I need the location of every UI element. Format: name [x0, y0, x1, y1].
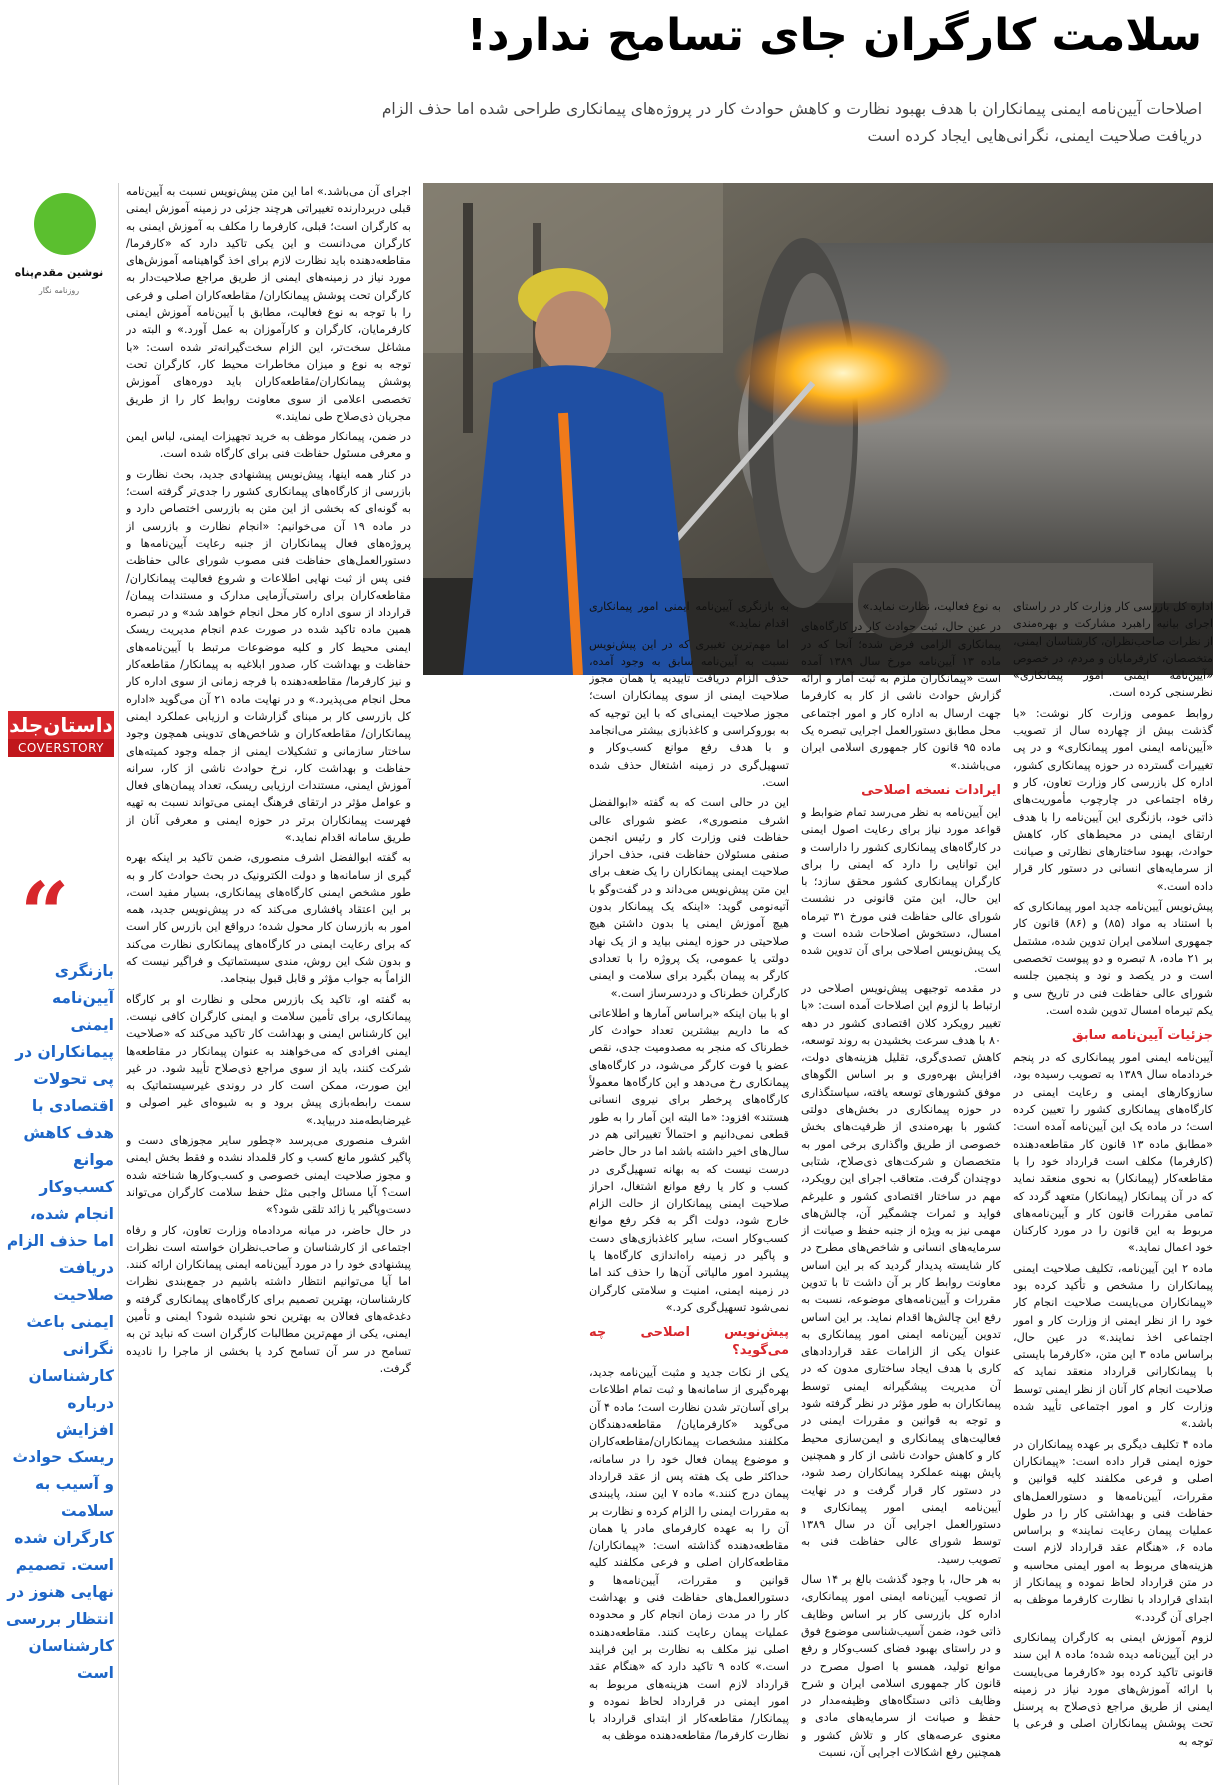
body-paragraph: در کنار همه اینها، پیش‌نویس پیشنهادی جدید، بحث نظارت و بازرسی از کارگاه‌های پیمانکاری کشور را جدی‌تر گرفته است؛ به گونه‌ای که بخشی از این متن به بازرسی اختصاص دارد و در ماده ۱۹ آن می‌خوانیم: «انجام نظارت و بازرسی از پروژه‌های فعال پیمانکاران از جنبه رعایت آیین‌نامه‌ها و دستورالعمل‌های حفاظت فنی مصوب شورای عالی حفاظت فنی پس از ثبت نهایی اطلاعات و شروع فعالیت پیمانکاران/ مقاطعه‌کاران برای راستی‌آزمایی مدارک و مستندات پیمان/قرارداد از سوی اداره کار محل انجام خواهد شد» و در تبصره همین ماده تاکید شده در صورت عدم انجام مدیریت ریسک ایمنی محیط کار و کلیه موضوعات مرتبط با آیین‌نامه‌های حفاظت و بهداشت کار، صدور ابلاغیه به پیمانکار/ مقاطعه‌کار و نیز کارفرما/ مقاطعه‌دهنده با فرجه زمانی از سوی اداره کار محل انجام می‌پذیرد.» و در نهایت ماده ۲۱ آن می‌گوید «اداره کل بازرسی کار بر مبنای گزارشات و ارزیابی عملکرد ایمنی پیمانکاران/ مقاطعه‌کاران و شاخص‌های تدوینی همچون وجود ساختار سازمانی و تشکیلات ایمنی از جمله وجود کمیته‌های حفاظت و بهداشت کار، نرخ حوادث ناشی از کار، سرانه آموزش ایمنی، مستندات ارزیابی ریسک، تعداد پیمان‌های فعال و عوامل مؤثر در ارتقای فرهنگ ایمنی می‌تواند نسبت به تهیه فهرست پیمانکاران برتر در حوزه ایمنی و معرفی آنان از طریق سامانه اقدام نماید.» [126, 467, 411, 844]
subheadline: اصلاحات آیین‌نامه ایمنی پیمانکاران با هدف بهبود نظارت و کاهش حوادث کار در پروژه‌های پیمانکاری طراحی شده اما حذف الزام دریافت صلاحیت ایمنی، نگرانی‌هایی ایجاد کرده است [381, 100, 1202, 145]
body-paragraph: به بازنگری آیین‌نامه ایمنی امور پیمانکاری اقدام نماید.» [589, 600, 789, 631]
body-paragraph: لزوم آموزش ایمنی به کارگران پیمانکاری در این آیین‌نامه دیده شده؛ ماده ۸ این سند قانونی تاکید کرده بود «کارفرما می‌بایست با ارائه آموزش‌های مورد نیاز در زمینه ایمنی از طریق مراجع ذی‌صلاح به پرسنل تحت پوشش پیمانکاران اصلی و فرعی با توجه به [1013, 1630, 1213, 1748]
body-paragraph: به گفته او، تاکید یک بازرس محلی و نظارت او بر کارگاه پیمانکاری، برای تأمین سلامت و ایمنی کارگران کافی نیست. این کارشناس ایمنی و بهداشت کار تاکید می‌کند که «صلاحیت ایمنی افرادی که می‌خواهند به عنوان پیمانکار در مقاطعه‌ها شرکت کنند، باید از سوی مراجع ذی‌صلاح تأیید شود. در غیر این صورت، ممکن است کار در روندی غیرسیستماتیک به سمت رابطه‌بازی پیش برود و به شیوه‌ای غیر اصولی و غیرضابطه‌مند دربیاید.» [126, 992, 411, 1127]
author-avatar [34, 193, 96, 255]
headline: سلامت کارگران جای تسامح ندارد! [466, 10, 1202, 61]
body-paragraph: اجرای آن می‌باشد.» اما این متن پیش‌نویس نسبت به آیین‌نامه قبلی دربردارنده تغییراتی هرچند جزئی در زمینه آموزش ایمنی به کارگران است؛ قبلی، کارفرما را مکلف به آموزش ایمنی به کارگران می‌دانست و این یکی تاکید دارد که «کارفرما/مقاطعه‌دهنده باید نظارت لازم برای اخذ گواهینامه آموزش‌های مورد نیاز در زمینه‌های ایمنی از طریق مراجع صلاحیت‌دار به کارگران تحت پوشش پیمانکاران/ مقاطعه‌کاران اصلی و فرعی را با توجه به نوع فعالیت، مطابق با آیین‌نامه آموزش ایمنی کارفرمایان، کارگران و کارآموزان به عمل آورد.» و البته در مشاغل سخت‌تر، این الزام سخت‌گیرانه‌تر شده است: «با توجه به نوع و میزان مخاطرات محیط کار، کارگران تحت پوشش پیمانکاران/مقاطعه‌کاران باید دوره‌های آموزش تخصصی اعلامی از سوی معاونت روابط کار را از طریق مجریان ذی‌صلاح طی نمایند.» [126, 185, 411, 423]
body-paragraph: در حال حاضر، در میانه مردادماه وزارت تعاون، کار و رفاه اجتماعی از کارشناسان و صاحب‌نظران خواسته است نظرات پیشنهادی خود را در مورد آیین‌نامه ایمنی پیمانکاران ارائه کنند. اما آیا می‌توانیم انتظار داشته باشیم در جمع‌بندی نظرات کارشناسان، بهترین تصمیم برای کارگاه‌های پیمانکاری گرفته و دغدغه‌های فعالان به بهترین نحو شنیده شود؟ ایمنی و تأمین ایمنی، یکی از مهم‌ترین مطالبات کارگران است که نباید تن به تسامح در سر آن تسامح کرد یا بخشی از ماجرا را نادیده گرفت. [126, 1223, 411, 1375]
body-paragraph: او با بیان اینکه «براساس آمارها و اطلاعاتی که ما داریم بیشترین تعداد حوادث کار خطرناک که منجر به مصدومیت جدی، نقص عضو یا فوت کارگر می‌شود، در کارگاه‌های پیمانکاری رخ می‌دهد و این کارگاه‌ها معمولاً کارگاه‌های پرخطر برای نیروی انسانی هستند» افزود: «ما البته این آمار را به طور قطعی نمی‌دانیم و احتمالاً تغییراتی هم در سال‌های اخیر داشته باشد اما در حال حاضر درست نیست که به بهانه تسهیل‌گری در کسب و کار یا رفع موانع اشتغال، احراز صلاحیت ایمنی پیمانکاران از حالت الزام خارج شود، دولت اگر به فکر رفع موانع کسب‌وکار است، سایر کاغذبازی‌های دست و پاگیر در زمینه راه‌اندازی کارگاه‌ها یا پیشبرد امور مالیاتی آن‌ها را حذف کند اما در زمینه ایمنی، امنیت و سلامتی کارگران نمی‌شود تسهیل‌گری کرد.» [589, 1006, 789, 1314]
body-paragraph: به نوع فعالیت، نظارت نماید.» [862, 600, 1001, 613]
body-paragraph: ماده ۴ تکلیف دیگری بر عهده پیمانکاران در حوزه ایمنی قرار داده است: «پیمانکاران اصلی و فرعی مکلفند کلیه قوانین و مقررات، آیین‌نامه‌ها و دستورالعمل‌های حفاظت فنی و بهداشتی کار را در طول عملیات پیمان رعایت نمایند» و براساس ماده ۶، «هنگام عقد قرارداد لازم است هزینه‌های مربوط به امور ایمنی محاسبه و در متن قرارداد لحاظ نموده و پیمانکار از ابتدای قرارداد با نظارت کارفرما موظف به اجرای آن گردد.» [1013, 1437, 1213, 1624]
body-paragraph: این در حالی است که به گفته «ابوالفضل اشرف منصوری»، عضو شورای عالی حفاظت فنی وزارت کار و رئیس انجمن صنفی مسئولان حفاظت فنی، حذف احراز صلاحیت ایمنی پیمانکاران را یک ضعف برای این متن پیش‌نویس می‌داند و در گفت‌وگو با آتیه‌نومی گوید: «اینکه یک پیمانکار بدون هیچ آموزش ایمنی یا بدون داشتن هیچ صلاحیتی در حوزه ایمنی بیاید و از یک نهاد دولتی یا عمومی، یک پروژه را با تعدادی کارگر به پیمان بگیرد برای سلامت و ایمنی کارگران خطرناک و دردسرساز است.» [589, 796, 789, 1000]
body-paragraph: اما مهم‌ترین تغییری که در این پیش‌نویس نسبت به آیین‌نامه سابق به وجود آمده، حذف الزام دریافت تاییدیه یا همان مجوز صلاحیت ایمنی از سوی پیمانکاران است؛ مجوز صلاحیت ایمنی‌ای که با این توجیه که به بوروکراسی و کاغذبازی بیشتر می‌انجامد و با هدف رفع موانع کسب‌وکار و تسهیل‌گری در زمینه اشتغال حذف شده است. [589, 637, 789, 789]
body-column-middle [801, 598, 1001, 1778]
body-paragraph: به هر حال، با وجود گذشت بالغ بر ۱۴ سال از تصویب آیین‌نامه ایمنی امور پیمانکاری، اداره کل بازرسی کار بر اساس وظایف ذاتی خود، ضمن آسیب‌شناسی موضوع فوق و در راستای بهبود فضای کسب‌وکار و رفع موانع تولید، همسو با اصول مصرح در قانون کار جمهوری اسلامی ایران و شرح وظایف ذاتی دستگاه‌های وظیفه‌مدار در حفظ و صیانت از سرمایه‌های مادی و معنوی عرصه‌های کار و تلاش کشور و همچنین رفع اشکالات اجرایی آن، نسبت [801, 1573, 1001, 1759]
section-heading: ایرادات نسخه اصلاحی [861, 782, 1001, 798]
body-paragraph: ماده ۲ این آیین‌نامه، تکلیف صلاحیت ایمنی پیمانکاران را مشخص و تأکید کرده بود «پیمانکاران می‌بایست صلاحیت انجام کار خود را از نظر ایمنی از وزارت کار و امور اجتماعی اخذ نمایند.» در عین حال، براساس ماده ۳ این متن، «کارفرما بایستی با پیمانکارانی قرارداد منعقد نماید که صلاحیت انجام کار آنان از نظر ایمنی توسط وزارت کار و امور اجتماعی تأیید شده باشد.» [1013, 1261, 1213, 1431]
body-column-right [1013, 598, 1213, 1778]
section-badge-en: COVERSTORY [8, 739, 114, 757]
body-paragraph: یکی از نکات جدید و مثبت آیین‌نامه جدید، بهره‌گیری از سامانه‌ها و ثبت تمام اطلاعات برای آسان‌تر شدن نظارت است؛ ماده ۴ آن می‌گوید «کارفرمایان/ مقاطعه‌دهندگان مکلفند مشخصات پیمانکاران/مقاطعه‌کاران و موضوع پیمان فعال خود را در سامانه، حداکثر طی یک هفته پس از عقد قرارداد پیمان درج کنند.» ماده ۷ این سند، پایبندی به مقررات ایمنی را الزام کرده و نظارت بر آن را به عهده کارفرمای مادر یا همان مقاطعه‌دهنده گذاشته است: «پیمانکاران/ مقاطعه‌کاران اصلی و فرعی مکلفند کلیه قوانین و مقررات، آیین‌نامه‌ها و دستورالعمل‌های حفاظت فنی و بهداشت کار را در مدت زمان انجام کار و محدوده عملیات پیمان رعایت کنند. مقاطعه‌دهنده اصلی نیز مکلف به نظارت بر این فرایند است.» کاده ۹ تاکید دارد که «هنگام عقد قرارداد لازم است هزینه‌های مربوط به امور ایمنی در قرارداد لحاظ نموده و پیمانکار/ مقاطعه‌کار از ابتدای قرارداد با نظارت کارفرما/ مقاطعه‌دهنده موظف به [589, 1366, 789, 1743]
body-columns-lower [365, 598, 1213, 1778]
body-paragraph: در عین حال، ثبت حوادث کار در کارگاه‌های پیمانکاری الزامی فرض شده؛ آنجا که در ماده ۱۳ آیین‌نامه مورخ سال ۱۳۸۹ آمده است «پیمانکاران ملزم به ثبت آمار و ارائه گزارش حوادث ناشی از کار به کارفرما جهت ارسال به اداره کار و امور اجتماعی محل مطابق دستورالعمل اجرایی تبصره یک ماده ۹۵ قانون کار جمهوری اسلامی ایران می‌باشند.» [801, 620, 1001, 772]
body-paragraph: آیین‌نامه ایمنی امور پیمانکاری که در پنجم خردادماه سال ۱۳۸۹ به تصویب رسیده بود، سازوکارهای ایمنی و رعایت ایمنی در کارگاه‌های پیمانکاری کشور را تعیین کرده است؛ در ماده یک این آیین‌نامه آمده است: «مطابق ماده ۱۳ قانون کار مقاطعه‌دهنده (کارفرما) مکلف است قرارداد خود را با مقاطعه‌کار (پیمانکار) به نحوی منعقد نماید که در آن پیمانکار (پیمانکار) متعهد گردد که تمامی مقررات قانون کار و آیین‌نامه‌های مربوط به این قانون را در مورد کارکنان خود اعمال نماید.» [1013, 1051, 1213, 1255]
body-paragraph: روابط عمومی وزارت کار نوشت: «با گذشت بیش از چهارده سال از تصویب «آیین‌نامه ایمنی امور پیمانکاری» و در پی تغییرات گسترده در حوزه پیمانکاری کشور، اداره کل بازرسی کار وزارت تعاون، کار و رفاه اجتماعی در چارچوب مأموریت‌های ذاتی خود، بازنگری این آیین‌نامه را با هدف ارتقای ایمنی در محیط‌های کار، کاهش حوادث، بهبود ساختارهای نظارتی و صیانت از سرمایه‌های انسانی در دستور کار قرار داده است.» [1013, 706, 1213, 893]
author-name: نوشین مقدم‌پناه [14, 266, 104, 279]
body-paragraph: اشرف منصوری می‌پرسد «چطور سایر مجوزهای دست و پاگیر کشور مانع کسب و کار قلمداد نشده و فقط بخش ایمنی و مجوز صلاحیت ایمنی خصوصی و کسب‌وکارها شناخته شده است؟ آیا مسائل واجبی مثل حفظ سلامت کارگران می‌تواند دست‌وپاگیر یا زائد تلقی شود؟» [126, 1134, 411, 1217]
body-paragraph: به گفته ابوالفضل اشرف منصوری، ضمن تاکید بر اینکه بهره گیری از سامانه‌ها و دولت الکترونیک در بحث حوادث کار و به طور مشخص ایمنی کارگاه‌های پیمانکاری، بسیار مفید است، بر این اعتقاد پافشاری می‌کند که در پیش‌نویس جدید، همه امور به بازرسان کار محول شده؛ درواقع این بازرس کار است که برای رعایت ایمنی در کارگاه‌های پیمانکاری نظارت می‌کند و بدون شک این روش، مندی سیستماتیک و فراگیر نیست که الزاماً به جواب مؤثر و قابل قبول بینجامد. [126, 851, 411, 986]
section-heading: جزئیات آیین‌نامه سابق [1072, 1028, 1213, 1044]
author-role: روزنامه نگار [38, 286, 80, 295]
section-badge [8, 711, 114, 757]
pull-quote: بازنگری آیین‌نامه ایمنی پیمانکاران در پی تحولات اقتصادی با هدف کاهش موانع کسب‌وکار انجام شده، اما حذف الزام دریافت صلاحیت ایمنی باعث نگرانی کارشناسان درباره افزایش ریسک حوادث و آسیب به سلامت کارگران شده است. تصمیم نهایی هنوز در انتظار بررسی کارشناسان است [5, 962, 114, 1682]
body-paragraph: در مقدمه توجیهی پیش‌نویس اصلاحی در ارتباط با لزوم این اصلاحات آمده است: «با تغییر رویکرد کلان اقتصادی کشور در دهه ۸۰ با هدف سرعت بخشیدن به روند توسعه، کاهش تصدی‌گری، تقلیل هزینه‌های دولت، افزایش بهره‌وری و بر اساس الگوهای موفق کشورهای توسعه یافته، سیاستگذاری در حوزه پیمانکاری در بخش‌های دولتی کشور با بهره‌مندی از ظرفیت‌های بخش خصوصی از طریق واگذاری برخی امور به متخصصان و شرکت‌های ذی‌صلاح، شتابی دوچندان گرفت. متعاقب اجرای این رویکرد، مهم در ساختار اقتصادی کشور و علیرغم فواید و ثمرات چشمگیر آن، چالش‌های مهمی نیز به ویژه از جنبه حفظ و صیانت از سرمایه‌های انسانی و شاخص‌های مطرح در کار شایسته پدیدار گردید که بر این اساس معاونت روابط کار بر آن داشت تا با تدوین مقررات و آیین‌نامه‌های موضوعه، نسبت به رفع این چالش‌ها اقدام نماید. بر این اساس تدوین آیین‌نامه ایمنی امور پیمانکاری به عنوان یکی از الزامات عقد قراردادهای کاری با هدف ایجاد ساختاری مدون که در آن مدیریت پیشگیرانه ایمنی توسط پیمانکاران به طور مؤثر در نظر گرفته شود و توجه به قوانین و مقررات ایمنی در فعالیت‌های پیمانکاری و ایمن‌سازی محیط کار و کاهش حوادث ناشی از کار و همچنین پایش بهینه عملکرد پیمانکاران رصد شود، در دستور کار قرار گرفت و در نهایت آیین‌نامه ایمنی امور پیمانکاری و دستورالعمل اجرایی آن در سال ۱۳۸۹ توسط شورای عالی حفاظت فنی به تصویب رسید. [801, 981, 1001, 1566]
body-paragraph: در ضمن، پیمانکار موظف به خرید تجهیزات ایمنی، لباس ایمن و معرفی مسئول حفاظت فنی برای کارگاه شده است. [126, 430, 411, 461]
section-badge-fa: داستان‌جلد [9, 713, 113, 737]
body-paragraph: پیش‌نویس آیین‌نامه جدید امور پیمانکاری که با استناد به مواد (۸۵) و (۸۶) قانون کار جمهوری اسلامی ایران تدوین شده، مشتمل بر ۲۱ ماده، ۸ تبصره و دو پیوست تخصصی است و در یکصد و نود و پنجمین جلسه شورای عالی حفاظت فنی در تاریخ سی و یکم تیرماه امسال تدوین شده است. [1013, 900, 1213, 1017]
body-paragraph: این آیین‌نامه به نظر می‌رسد تمام ضوابط و قواعد مورد نیاز برای رعایت اصول ایمنی در کارگاه‌های پیمانکاری کشور را داراست و این توانایی را دارد که ایمنی را برای کارگران پیمانکاری کشور محقق سازد؛ با این حال، این متن قانونی در نشست شورای عالی حفاظت فنی مورخ ۳۱ تیرماه امسال، دستخوش اصلاحات شده است و یک پیش‌نویس اصلاحی برای آن تدوین شده است. [801, 805, 1001, 975]
quote-icon: “ [20, 864, 70, 965]
section-heading: پیش‌نویس اصلاحی چه می‌گوید؟ [589, 1325, 789, 1359]
body-paragraph: اداره کل بازرسی کار وزارت کار در راستای اجرای بیانیه راهبرد مشارکت و بهره‌مندی از نظرات صاحب‌نظران، کارشناسان ایمنی، متخصصان، کارفرمایان و مردم، در خصوص «آیین‌نامه ایمنی امور پیمانکاری» نظرسنجی کرده است. [1013, 600, 1213, 700]
body-column-inner [589, 598, 789, 1778]
